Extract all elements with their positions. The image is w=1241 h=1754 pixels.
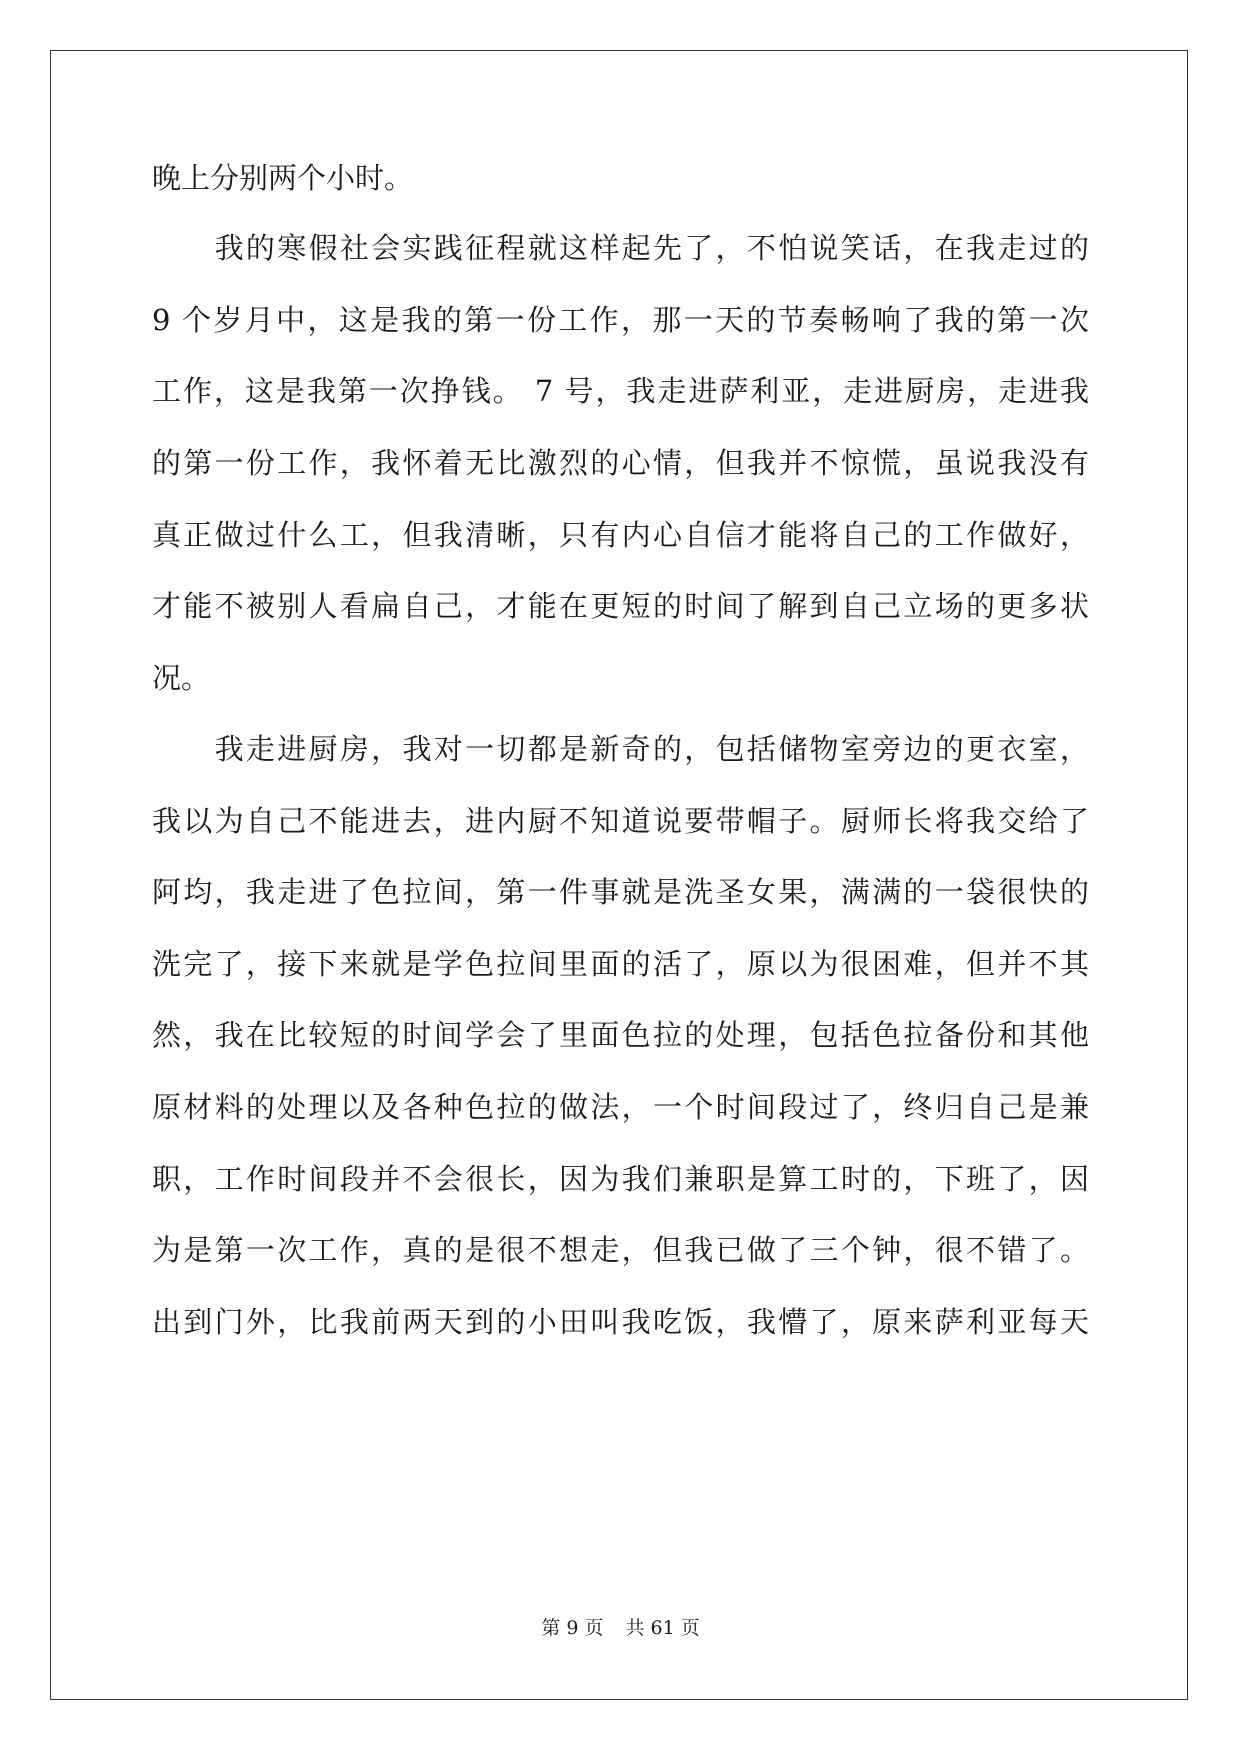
text-line-5: 的第一份工作，我怀着无比激烈的心情，但我并不惊慌，虽说我没有 [152, 446, 1089, 480]
text-line-3: 9 个岁月中，这是我的第一份工作，那一天的节奏畅响了我的第一次 [152, 303, 1089, 337]
text-line-7: 才能不被别人看扁自己，才能在更短的时间了解到自己立场的更多状 [152, 589, 1089, 623]
text-line-4: 工作，这是我第一次挣钱。 7 号，我走进萨利亚，走进厨房，走进我 [152, 374, 1089, 408]
text-line-6: 真正做过什么工，但我清晰，只有内心自信才能将自己的工作做好， [152, 518, 1089, 552]
page-number-total: 共 61 页 [625, 1617, 700, 1639]
text-line-10: 我以为自己不能进去，进内厨不知道说要带帽子。厨师长将我交给了 [152, 804, 1089, 838]
page-number-current: 第 9 页 [541, 1617, 604, 1639]
text-line-17: 出到门外，比我前两天到的小田叫我吃饭，我懵了，原来萨利亚每天 [152, 1305, 1089, 1339]
text-line-11: 阿均，我走进了色拉间，第一件事就是洗圣女果，满满的一袋很快的 [152, 875, 1089, 909]
text-line-2: 我的寒假社会实践征程就这样起先了，不怕说笑话，在我走过的 [152, 231, 1089, 265]
page-footer [0, 1616, 1241, 1640]
text-line-12: 洗完了，接下来就是学色拉间里面的活了，原以为很困难，但并不其 [152, 947, 1089, 981]
text-line-14: 原材料的处理以及各种色拉的做法，一个时间段过了，终归自己是兼 [152, 1090, 1089, 1124]
text-line-8: 况。 [152, 661, 211, 695]
text-line-16: 为是第一次工作，真的是很不想走，但我已做了三个钟，很不错了。 [152, 1233, 1089, 1267]
text-line-13: 然，我在比较短的时间学会了里面色拉的处理，包括色拉备份和其他 [152, 1018, 1089, 1052]
text-line-15: 职，工作时间段并不会很长，因为我们兼职是算工时的，下班了，因 [152, 1162, 1089, 1196]
text-line-1: 晚上分别两个小时。 [152, 161, 414, 195]
text-line-9: 我走进厨房，我对一切都是新奇的，包括储物室旁边的更衣室， [152, 732, 1089, 766]
